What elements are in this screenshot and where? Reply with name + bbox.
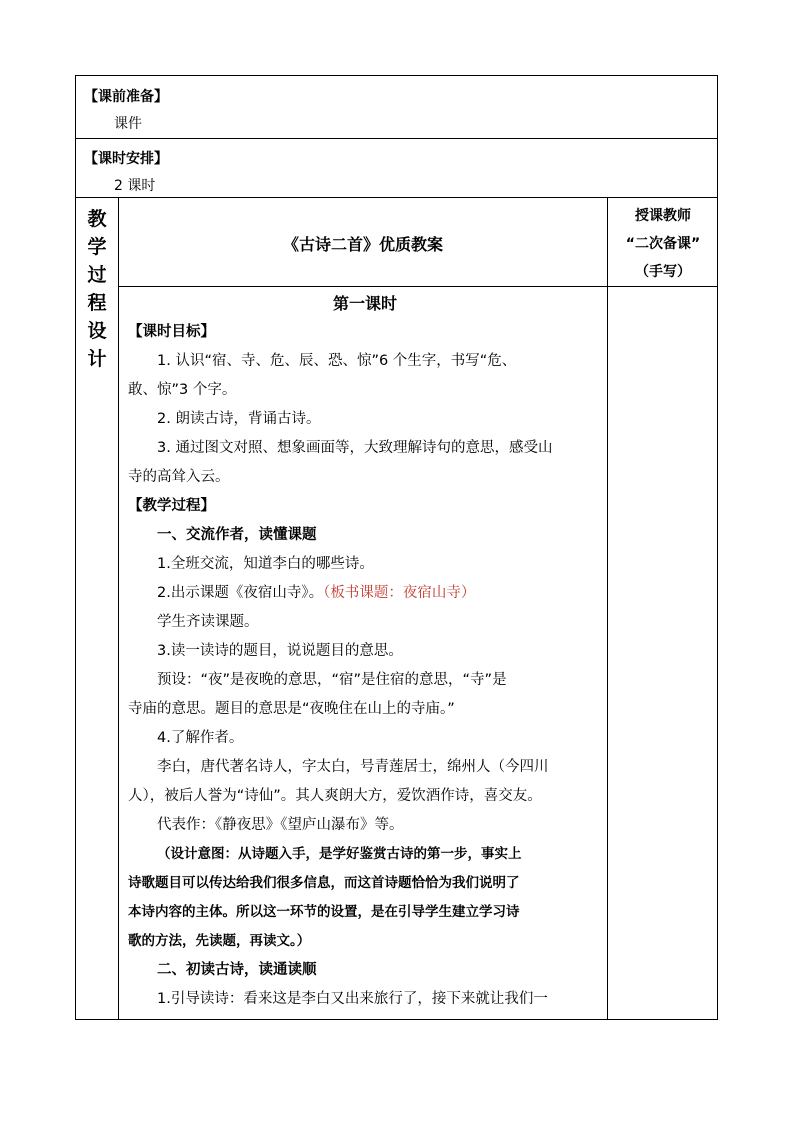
teacher-column-label: 授课教师	[635, 208, 691, 224]
design-note: 本诗内容的主体。所以这一环节的设置，是在引导学生建立学习诗	[128, 904, 520, 920]
step-line: 3.读一读诗的题目，说说题目的意思。	[157, 643, 403, 659]
step-heading: 二、初读古诗，读通读顺	[157, 962, 317, 978]
side-label-char: 教	[87, 208, 107, 230]
step-line: 人），被后人誉为“诗仙”。其人爽朗大方，爱饮酒作诗，喜交友。	[128, 788, 542, 804]
goal-line: 3. 通过图文对照、想象画面等，大致理解诗句的意思，感受山	[157, 440, 553, 456]
goal-line: 2. 朗读古诗，背诵古诗。	[157, 411, 321, 427]
row-divider	[119, 286, 717, 287]
lesson-plan-table	[75, 75, 718, 1020]
prep-heading: 【课前准备】	[84, 89, 168, 105]
side-label-char: 程	[87, 292, 107, 314]
goal-line: 1. 认识“宿、寺、危、辰、恐、惊”6 个生字，书写“危、	[157, 353, 517, 369]
step-line: 预设：“夜”是夜晚的意思，“宿”是住宿的意思，“寺”是	[157, 672, 507, 688]
step-heading: 一、交流作者，读懂课题	[157, 527, 317, 543]
step-line: 代表作：《静夜思》《望庐山瀑布》等。	[157, 817, 404, 833]
step-text: 2.出示课题《夜宿山寺》。	[157, 585, 324, 601]
design-note: 诗歌题目可以传达给我们很多信息，而这首诗题恰恰为我们说明了	[128, 875, 520, 891]
schedule-heading: 【课时安排】	[84, 151, 168, 167]
step-line: 1.引导读诗：看来这是李白又出来旅行了，接下来就让我们一	[157, 991, 548, 1007]
lesson-content	[128, 289, 602, 1014]
column-divider	[118, 197, 119, 1019]
design-note: （设计意图：从诗题入手，是学好鉴赏古诗的第一步，事实上	[157, 846, 522, 862]
column-divider	[607, 197, 608, 1019]
side-label-char: 计	[87, 348, 107, 370]
lesson-heading: 第一课时	[332, 294, 397, 313]
goal-line: 敢、惊”3 个字。	[128, 382, 237, 398]
step-line: 李白，唐代著名诗人，字太白，号青莲居士，绵州人（今四川	[157, 759, 549, 775]
goal-line: 寺的高耸入云。	[128, 469, 230, 485]
design-note: 歌的方法，先读题，再读文。）	[128, 933, 311, 949]
step-line: 寺庙的意思。题目的意思是“夜晚住在山上的寺庙。”	[128, 701, 455, 717]
row-divider	[76, 138, 717, 139]
row-divider	[76, 197, 717, 198]
page-title: 《古诗二首》优质教案	[282, 235, 443, 254]
side-label-char: 过	[87, 264, 107, 286]
step-line: 学生齐读课题。	[157, 614, 259, 630]
step-line: 4.了解作者。	[157, 730, 244, 746]
step-line: 1.全班交流，知道李白的哪些诗。	[157, 556, 374, 572]
teacher-column-label: “二次备课”	[625, 236, 701, 252]
board-note: （板书课题：夜宿山寺）	[323, 585, 476, 601]
step-line	[128, 579, 602, 608]
side-label-char: 设	[87, 320, 107, 342]
schedule-body: 2 课时	[114, 178, 156, 194]
side-label-char: 学	[87, 236, 107, 258]
teacher-column-label: （手写）	[635, 264, 691, 280]
goals-heading: 【课时目标】	[128, 324, 215, 340]
process-heading: 【教学过程】	[128, 498, 215, 514]
prep-body: 课件	[114, 116, 142, 132]
